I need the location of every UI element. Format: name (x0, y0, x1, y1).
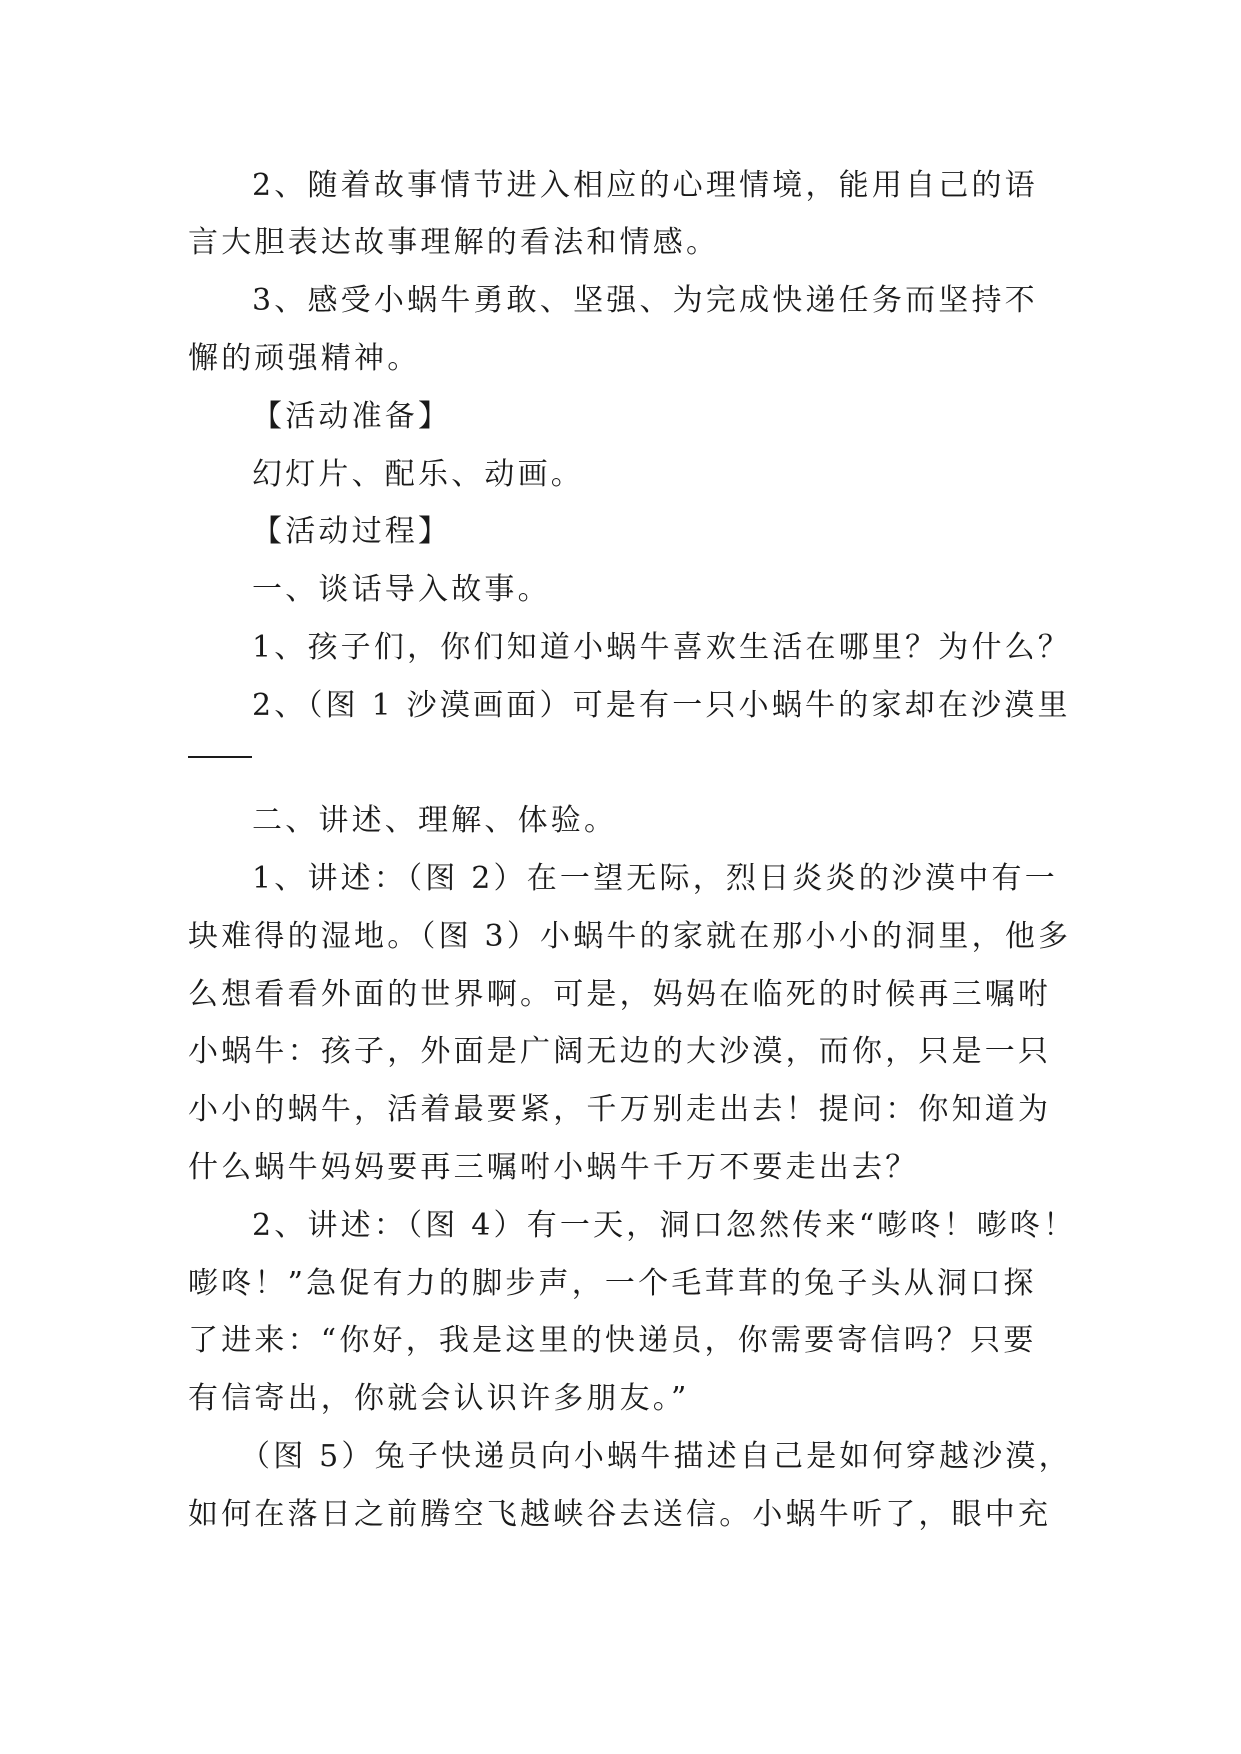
paragraph-line: 1、孩子们，你们知道小蜗牛喜欢生活在哪里？为什么？ (252, 630, 1072, 665)
paragraph-line: 2、随着故事情节进入相应的心理情境，能用自己的语 (252, 168, 1038, 203)
paragraph-line: 小蜗牛：孩子，外面是广阔无边的大沙漠，而你，只是一只 (188, 1034, 1052, 1069)
paragraph-line: 2、讲述：（图 4）有一天，洞口忽然传来“嘭咚！嘭咚！ (252, 1208, 1077, 1243)
paragraph-line: 有信寄出，你就会认识许多朋友。” (188, 1381, 690, 1416)
paragraph-line: 言大胆表达故事理解的看法和情感。 (188, 225, 720, 260)
paragraph-line: 小小的蜗牛，活着最要紧，千万别走出去！提问：你知道为 (188, 1092, 1052, 1127)
paragraph-line: 了进来：“你好，我是这里的快递员，你需要寄信吗？只要 (188, 1323, 1037, 1358)
paragraph-line: 幻灯片、配乐、动画。 (252, 457, 584, 492)
paragraph-line: 3、感受小蜗牛勇敢、坚强、为完成快递任务而坚持不 (252, 283, 1038, 318)
em-dash-continuation (188, 756, 252, 758)
paragraph-line: 如何在落日之前腾空飞越峡谷去送信。小蜗牛听了，眼中充 (188, 1497, 1052, 1532)
paragraph-line: 二、讲述、理解、体验。 (252, 803, 618, 838)
paragraph-line: 2、（图 1 沙漠画面）可是有一只小蜗牛的家却在沙漠里 (252, 688, 1071, 723)
section-heading: 【活动过程】 (252, 514, 452, 549)
paragraph-line: 一、谈话导入故事。 (252, 572, 551, 607)
paragraph-line: 块难得的湿地。（图 3）小蜗牛的家就在那小小的洞里，他多 (188, 919, 1072, 954)
paragraph-line: 懈的顽强精神。 (188, 341, 421, 376)
section-heading: 【活动准备】 (252, 399, 452, 434)
paragraph-line: 嘭咚！”急促有力的脚步声，一个毛茸茸的兔子头从洞口探 (188, 1266, 1037, 1301)
paragraph-line: 1、讲述：（图 2）在一望无际，烈日炎炎的沙漠中有一 (252, 861, 1058, 896)
paragraph-line: 么想看看外面的世界啊。可是，妈妈在临死的时候再三嘱咐 (188, 977, 1052, 1012)
paragraph-line: 什么蜗牛妈妈要再三嘱咐小蜗牛千万不要走出去？ (188, 1150, 919, 1185)
paragraph-line: （图 5）兔子快递员向小蜗牛描述自己是如何穿越沙漠， (240, 1439, 1072, 1474)
